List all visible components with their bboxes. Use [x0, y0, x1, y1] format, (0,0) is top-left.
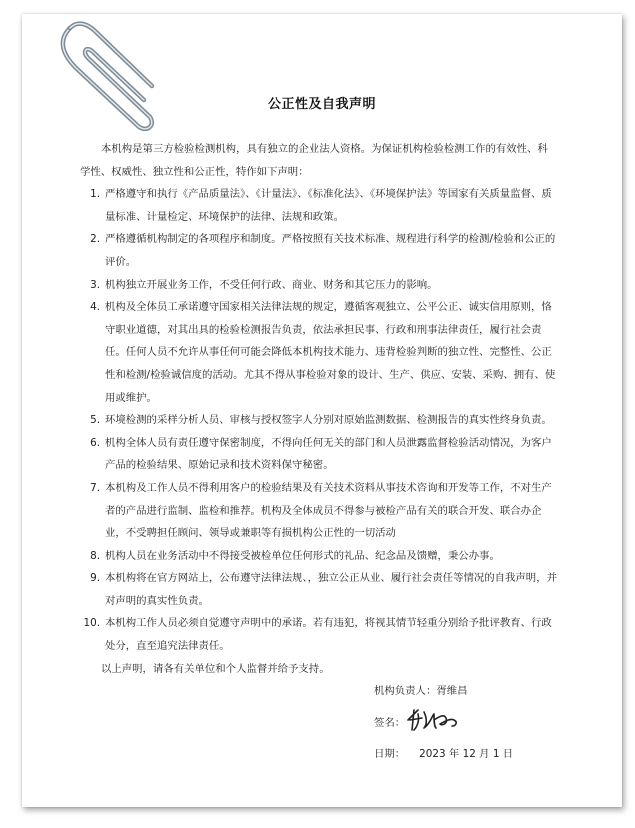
statement-list — [80, 183, 558, 657]
responsible-name: 胥维昌 — [436, 685, 468, 697]
document-page — [22, 14, 622, 807]
closing-paragraph: 以上声明，请各有关单位和个人监督并给予支持。 — [101, 662, 330, 675]
responsible-line — [374, 682, 468, 697]
list-item: 1. 严格遵守和执行《产品质量法》、《计量法》、《标准化法》、《环境保护法》等国家有关质量监督、质量标准、计量检定、环境保护的法律、法规和政策。 — [90, 188, 552, 223]
sign-line — [374, 714, 405, 729]
date-label: 日期： — [374, 748, 406, 760]
list-item: 6. 机构全体人员有责任遵守保密制度，不得向任何无关的部门和人员泄露监督检验活动情况，为客户产品的检验结果、原始记录和技术资料保守秘密。 — [90, 436, 552, 472]
list-item: 5. 环境检测的采样分析人员、审核与授权签字人分别对原始监测数据、检测报告的真实性终身负责。 — [90, 414, 552, 427]
list-item: 7. 本机构及工作人员不得利用客户的检验结果及有关技术资料从事技术咨询和开发等工作，不对生产者的产品进行监制、监检和推荐。机构及全体成员不得参与被检产品有关的联合开发、联合办企业，不受聘担任顾问、领导或兼职等有损机构公正性的一切活动 — [90, 481, 552, 540]
statement-body — [80, 138, 558, 680]
sign-label: 签名： — [374, 717, 406, 729]
paperclip-icon — [52, 14, 162, 132]
list-item: 9. 本机构将在官方网站上，公布遵守法律法规、，独立公正从业、履行社会责任等情况的自我声明，并对声明的真实性负责。 — [90, 572, 557, 607]
list-item: 4. 机构及全体员工承诺遵守国家相关法律法规的规定，遵循客观独立、公平公正、诚实信用原则，恪守职业道德，对其出具的检验检测报告负责，依法承担民事、行政和刑事法律责任，履行社会责任。任何人员不允许从事任何可能会降低本机构技术能力、违背检验判断的独立性、完整性、公正性和检测/检验诚信度的活动。尤其不得从事检验对象的设计、生产、供应、安装、采购、拥有、使用或维护。 — [90, 301, 556, 404]
handwritten-signature — [404, 706, 464, 732]
list-item: 8. 机构人员在业务活动中不得接受被检单位任何形式的礼品、纪念品及馈赠，秉公办事。 — [90, 549, 500, 562]
intro-paragraph: 本机构是第三方检验检测机构，具有独立的企业法人资格。为保证机构检验检测工作的有效性、科学性、权威性、独立性和公正性，特作如下声明： — [80, 143, 548, 178]
list-item: 2. 严格遵循机构制定的各项程序和制度。严格按照有关技术标准、规程进行科学的检测/检验和公正的评价。 — [90, 233, 556, 268]
responsible-label: 机构负责人： — [374, 685, 437, 697]
date-value: 2023 年 12 月 1 日 — [419, 748, 514, 760]
list-item: 10. 本机构工作人员必须自觉遵守声明中的承诺。若有违犯，将视其情节轻重分别给予批评教育、行政处分，直至追究法律责任。 — [83, 617, 552, 653]
list-item: 3. 机构独立开展业务工作，不受任何行政、商业、财务和其它压力的影响。 — [90, 278, 438, 291]
page-title: 公正性及自我声明 — [267, 97, 376, 112]
date-line — [374, 745, 513, 760]
